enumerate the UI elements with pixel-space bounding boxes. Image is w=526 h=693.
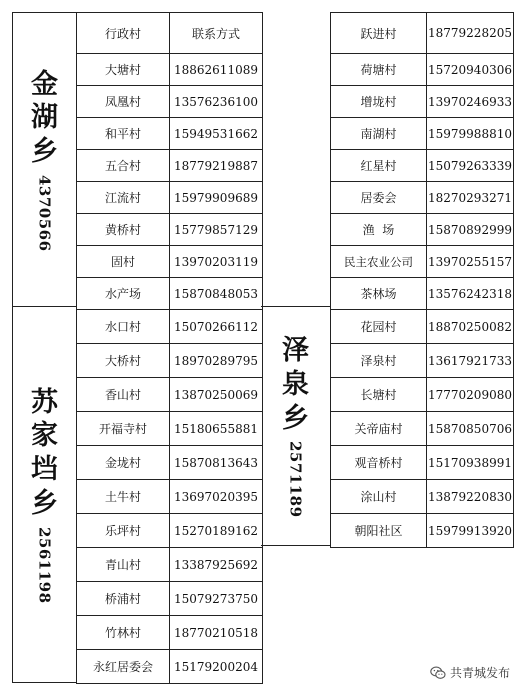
village-cell: 花园村 [331,310,427,344]
phone-cell: 18270293271 [427,182,514,214]
village-cell: 涂山村 [331,480,427,514]
township-jinhu [12,12,77,307]
table-row [331,378,514,412]
phone-cell: 13879220830 [427,480,514,514]
table-row [331,54,514,86]
village-cell: 茶林场 [331,278,427,310]
phone-cell: 15079273750 [170,582,263,616]
table-row [331,13,514,54]
table-row [331,344,514,378]
village-cell: 竹林村 [77,616,170,650]
watermark [430,664,510,681]
column-header-contact: 联系方式 [170,13,263,54]
township-sujiadang [12,306,77,683]
township-name-char: 金 [31,68,58,100]
watermark-text: 共青城发布 [449,666,510,680]
village-cell: 和平村 [77,118,170,150]
table-row [77,378,263,412]
township-name-char: 垱 [31,454,58,486]
village-cell: 增垅村 [331,86,427,118]
phone-cell: 15179200204 [170,650,263,684]
township-name-char: 乡 [31,136,58,168]
village-cell: 南湖村 [331,118,427,150]
village-cell: 泽泉村 [331,344,427,378]
phone-cell: 18770210518 [170,616,263,650]
table-header-row [77,13,263,54]
village-cell: 黄桥村 [77,214,170,246]
table-row [77,582,263,616]
village-cell: 观音桥村 [331,446,427,480]
phone-cell: 13617921733 [427,344,514,378]
village-cell: 开福寺村 [77,412,170,446]
table-row [331,118,514,150]
phone-cell: 18970289795 [170,344,263,378]
phone-cell: 15779857129 [170,214,263,246]
village-cell: 金垅村 [77,446,170,480]
table-row [77,616,263,650]
table-row [331,182,514,214]
table-row [77,182,263,214]
village-cell: 固村 [77,246,170,278]
phone-cell: 13576236100 [170,86,263,118]
right-contact-table [330,12,514,548]
phone-cell: 15870892999 [427,214,514,246]
table-row [77,54,263,86]
phone-cell: 18870250082 [427,310,514,344]
phone-cell: 18862611089 [170,54,263,86]
township-name-char: 乡 [31,487,58,519]
village-cell: 民主农业公司 [331,246,427,278]
table-row [77,412,263,446]
column-header-village: 行政村 [77,13,170,54]
table-row [331,412,514,446]
township-code: 4370566 [35,174,54,252]
township-name-char: 苏 [31,386,58,418]
village-cell: 香山村 [77,378,170,412]
phone-cell: 13387925692 [170,548,263,582]
phone-cell: 15170938991 [427,446,514,480]
table-row [77,344,263,378]
village-cell: 青山村 [77,548,170,582]
table-row [77,480,263,514]
table-row [77,514,263,548]
table-row [77,310,263,344]
table-row [331,86,514,118]
table-row [331,278,514,310]
village-cell: 水产场 [77,278,170,310]
village-cell: 关帝庙村 [331,412,427,446]
table-row [331,150,514,182]
phone-cell: 15979909689 [170,182,263,214]
village-cell: 大桥村 [77,344,170,378]
phone-cell: 15949531662 [170,118,263,150]
table-row [331,446,514,480]
township-name-char: 乡 [282,402,309,434]
phone-cell: 15720940306 [427,54,514,86]
phone-cell: 18779219887 [170,150,263,182]
phone-cell: 13697020395 [170,480,263,514]
table-row [331,480,514,514]
township-name-char: 湖 [31,102,58,134]
table-row [331,310,514,344]
left-contact-table [76,12,263,684]
township-code: 2561198 [35,526,54,604]
phone-cell: 15979913920 [427,514,514,548]
township-zequan [261,306,331,546]
phone-cell: 13970246933 [427,86,514,118]
table-row [77,86,263,118]
phone-cell: 13576242318 [427,278,514,310]
wechat-icon [430,665,446,681]
table-row [77,214,263,246]
phone-cell: 13870250069 [170,378,263,412]
township-name-char: 泉 [282,368,309,400]
table-row [331,514,514,548]
phone-cell: 15870848053 [170,278,263,310]
phone-cell: 15079263339 [427,150,514,182]
village-cell: 跃进村 [331,13,427,54]
village-cell: 居委会 [331,182,427,214]
phone-cell: 15180655881 [170,412,263,446]
township-name-char: 泽 [282,335,309,367]
village-cell: 红星村 [331,150,427,182]
village-cell: 朝阳社区 [331,514,427,548]
village-cell: 长塘村 [331,378,427,412]
village-cell: 土牛村 [77,480,170,514]
village-cell: 江流村 [77,182,170,214]
village-cell: 乐坪村 [77,514,170,548]
village-cell: 桥浦村 [77,582,170,616]
phone-cell: 18779228205 [427,13,514,54]
township-code: 2571189 [286,441,305,518]
table-row [331,214,514,246]
phone-cell: 15979988810 [427,118,514,150]
village-cell: 渔 场 [331,214,427,246]
phone-cell: 13970203119 [170,246,263,278]
phone-cell: 17770209080 [427,378,514,412]
phone-cell: 15870813643 [170,446,263,480]
village-cell: 大塘村 [77,54,170,86]
village-cell: 五合村 [77,150,170,182]
village-cell: 凤凰村 [77,86,170,118]
township-name-char: 家 [31,420,58,452]
phone-cell: 15870850706 [427,412,514,446]
table-row [77,246,263,278]
table-row [77,650,263,684]
phone-cell: 13970255157 [427,246,514,278]
table-row [77,150,263,182]
table-row [331,246,514,278]
village-cell: 永红居委会 [77,650,170,684]
phone-cell: 15070266112 [170,310,263,344]
phone-cell: 15270189162 [170,514,263,548]
table-row [77,548,263,582]
table-row [77,278,263,310]
table-row [77,446,263,480]
table-row [77,118,263,150]
village-cell: 荷塘村 [331,54,427,86]
village-cell: 水口村 [77,310,170,344]
